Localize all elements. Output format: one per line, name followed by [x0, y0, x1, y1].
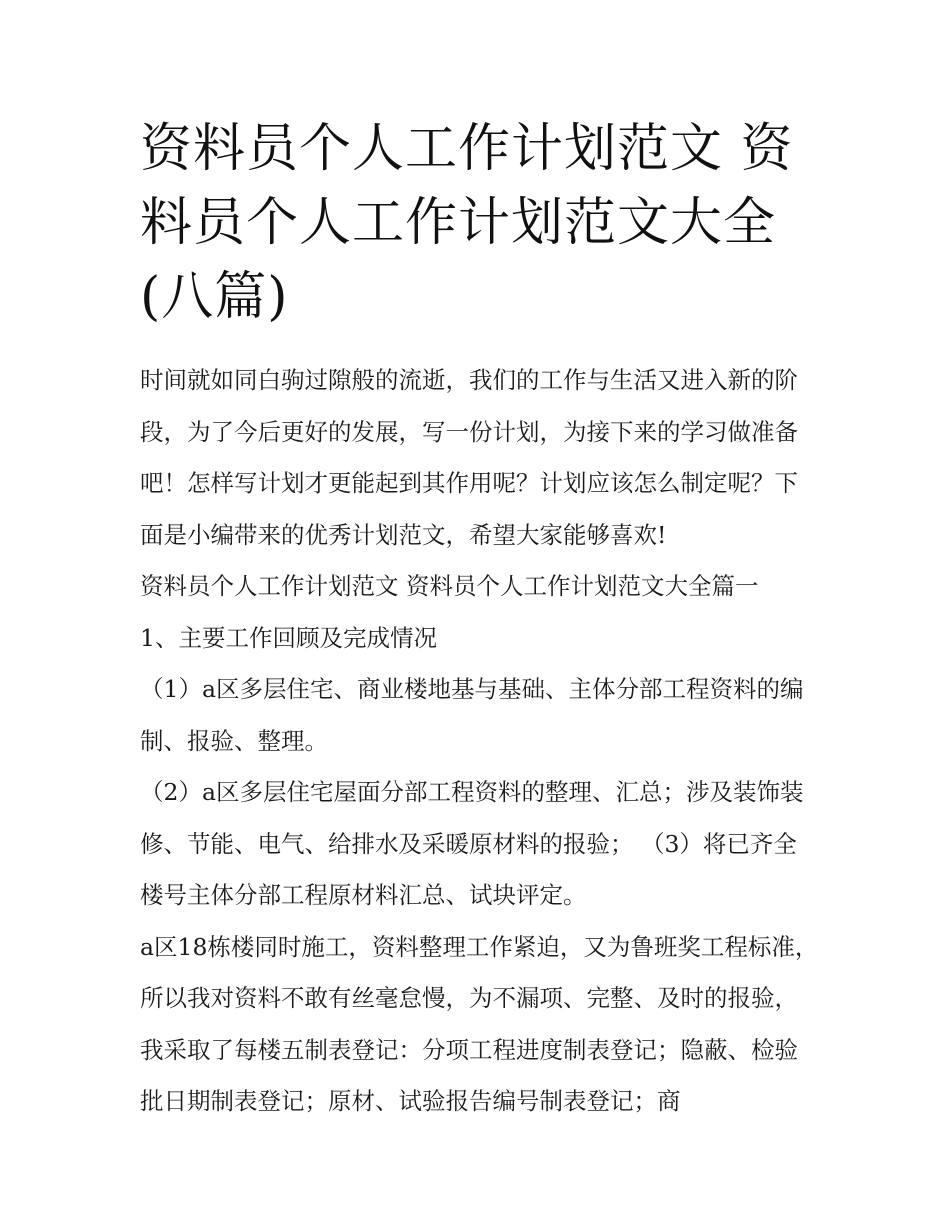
section-heading: 资料员个人工作计划范文 资料员个人工作计划范文大全篇一 [140, 572, 759, 600]
body-paragraph: a区18栋楼同时施工，资料整理工作紧迫，又为鲁班奖工程标准，所以我对资料不敢有丝毫怠慢，为不漏项、完整、及时的报验，我采取了每楼五制表登记：分项工程进度制表登记；隐蔽、检验批日期制表登记；原材、试验报告编号制表登记；商 [140, 932, 819, 1115]
list-item-2: （2）a区多层住宅屋面分部工程资料的整理、汇总；涉及装饰装修、节能、电气、给排水及采暖原材料的报验； （3）将已齐全楼号主体分部工程原材料汇总、试块评定。 [140, 778, 804, 909]
document-title: 资料员个人工作计划范文 资料员个人工作计划范文大全(八篇) [140, 119, 794, 327]
intro-paragraph: 时间就如同白驹过隙般的流逝，我们的工作与生活又进入新的阶段，为了今后更好的发展，写一份计划，为接下来的学习做准备吧！怎样写计划才更能起到其作用呢？计划应该怎么制定呢？下面是小编带来的优秀计划范文，希望大家能够喜欢! [140, 366, 798, 549]
list-item-1: （1）a区多层住宅、商业楼地基与基础、主体分部工程资料的编制、报验、整理。 [140, 675, 804, 755]
document-body [140, 355, 820, 1128]
subsection-heading: 1、主要工作回顾及完成情况 [140, 623, 437, 652]
